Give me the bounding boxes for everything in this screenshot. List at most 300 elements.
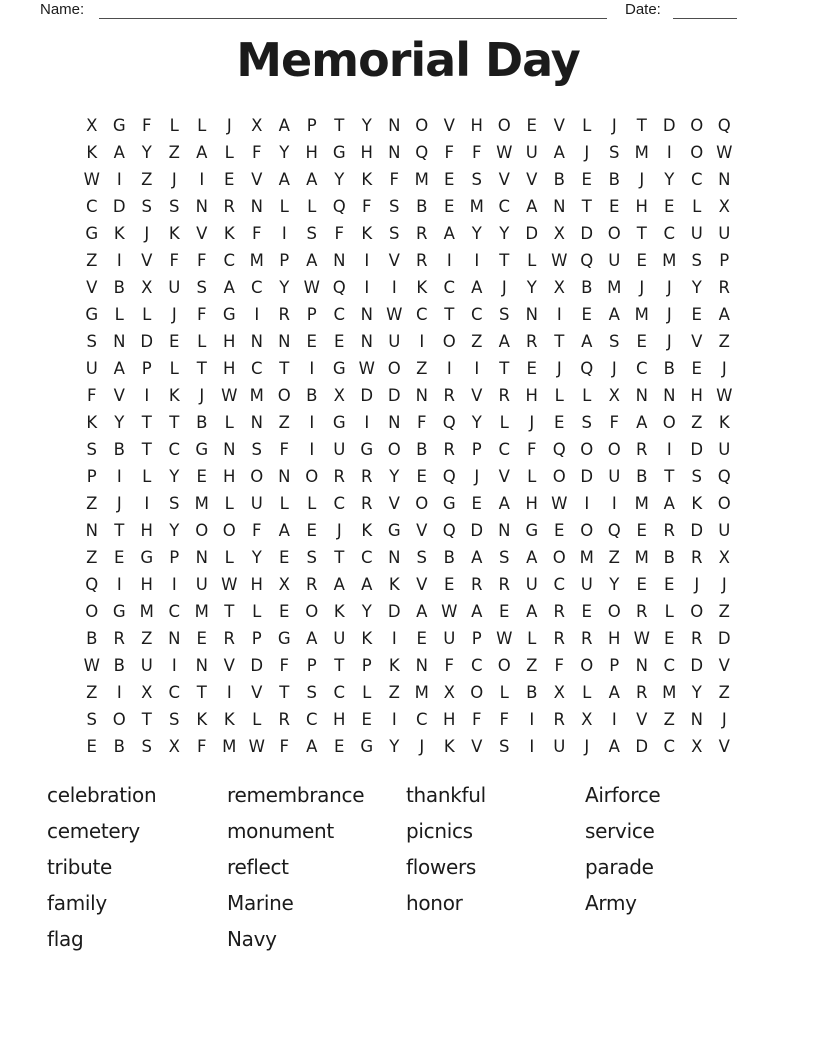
grid-cell: V (636, 710, 648, 729)
grid-cell: S (499, 548, 510, 567)
grid-cell: W (83, 656, 100, 675)
grid-cell: I (666, 143, 672, 162)
grid-cell: H (140, 575, 153, 594)
grid-cell: T (169, 413, 180, 432)
date-label: Date: (625, 1, 661, 18)
grid-cell: R (113, 629, 125, 648)
grid-cell: D (140, 332, 154, 351)
grid-cell: G (332, 413, 346, 432)
grid-cell: E (279, 548, 290, 567)
grid-cell: N (690, 710, 703, 729)
grid-cell: V (718, 737, 730, 756)
grid-cell: T (279, 683, 290, 702)
grid-cell: Q (580, 359, 594, 378)
grid-cell: I (116, 683, 122, 702)
grid-cell: T (581, 197, 592, 216)
grid-cell: I (364, 413, 370, 432)
grid-cell: J (336, 521, 342, 540)
grid-cell: S (86, 710, 97, 729)
grid-cell: N (635, 386, 648, 405)
grid-cell: T (499, 359, 510, 378)
grid-cell: E (691, 305, 702, 324)
grid-cell: L (224, 143, 234, 162)
grid-cell: F (499, 710, 509, 729)
grid-cell: K (443, 737, 455, 756)
grid-cell: S (389, 197, 400, 216)
date-blank-line (673, 18, 737, 19)
grid-cell: N (195, 548, 208, 567)
grid-cell: I (171, 575, 177, 594)
grid-cell: O (442, 332, 456, 351)
word-list-item: service (585, 819, 655, 843)
grid-cell: N (388, 413, 401, 432)
grid-cell: D (580, 467, 594, 486)
grid-cell: A (663, 494, 675, 513)
grid-cell: P (306, 116, 317, 135)
grid-cell: L (224, 548, 234, 567)
grid-cell: E (416, 467, 427, 486)
grid-cell: F (444, 143, 454, 162)
grid-cell: I (391, 278, 397, 297)
grid-cell: T (141, 440, 152, 459)
grid-cell: A (498, 332, 510, 351)
grid-cell: J (721, 575, 727, 594)
grid-cell: K (196, 710, 208, 729)
grid-cell: E (526, 359, 537, 378)
grid-cell: E (664, 197, 675, 216)
word-column (47, 777, 156, 957)
grid-cell: X (553, 278, 565, 297)
grid-cell: O (222, 521, 236, 540)
grid-cell: G (112, 116, 126, 135)
grid-cell: I (529, 737, 535, 756)
grid-cell: R (416, 224, 428, 243)
grid-cell: C (635, 359, 648, 378)
grid-cell: L (224, 413, 234, 432)
grid-cell: Y (691, 683, 702, 702)
letter-grid (78, 112, 738, 760)
grid-cell: J (611, 359, 617, 378)
grid-cell: V (113, 386, 125, 405)
grid-cell: O (690, 143, 704, 162)
grid-cell: Q (415, 143, 429, 162)
grid-cell: K (691, 494, 703, 513)
grid-cell: L (169, 116, 179, 135)
grid-cell: K (113, 224, 125, 243)
grid-cell: A (526, 548, 538, 567)
grid-cell: W (441, 602, 458, 621)
grid-cell: K (223, 224, 235, 243)
grid-cell: E (664, 629, 675, 648)
grid-cell: P (86, 467, 97, 486)
grid-cell: M (634, 143, 649, 162)
word-list-item: flag (47, 927, 84, 951)
word-list-item: cemetery (47, 819, 140, 843)
grid-cell: O (607, 602, 621, 621)
grid-cell: R (443, 386, 455, 405)
grid-cell: N (553, 197, 566, 216)
grid-cell: E (444, 197, 455, 216)
grid-cell: I (611, 494, 617, 513)
grid-cell: L (142, 305, 152, 324)
grid-cell: P (361, 656, 372, 675)
grid-cell: S (169, 197, 180, 216)
grid-cell: E (196, 629, 207, 648)
grid-cell: B (113, 440, 125, 459)
grid-cell: D (387, 386, 401, 405)
grid-cell: A (113, 143, 125, 162)
grid-cell: C (305, 710, 318, 729)
grid-cell: M (634, 305, 649, 324)
grid-cell: F (197, 305, 207, 324)
grid-cell: N (635, 656, 648, 675)
grid-cell: C (553, 575, 566, 594)
grid-cell: R (718, 278, 730, 297)
word-list-item: family (47, 891, 107, 915)
grid-cell: I (144, 494, 150, 513)
grid-cell: A (223, 278, 235, 297)
word-list-item: tribute (47, 855, 113, 879)
grid-cell: T (334, 548, 345, 567)
grid-cell: R (636, 440, 648, 459)
grid-cell: W (716, 386, 733, 405)
grid-cell: Y (389, 467, 400, 486)
grid-cell: S (169, 710, 180, 729)
grid-cell: O (607, 440, 621, 459)
grid-cell: A (608, 737, 620, 756)
grid-cell: H (223, 359, 236, 378)
grid-cell: E (609, 197, 620, 216)
grid-cell: M (662, 251, 677, 270)
word-list-item: Navy (227, 927, 277, 951)
grid-cell: E (581, 602, 592, 621)
grid-cell: E (664, 575, 675, 594)
grid-cell: J (501, 278, 507, 297)
grid-cell: K (388, 656, 400, 675)
grid-cell: O (662, 413, 676, 432)
grid-cell: K (86, 143, 98, 162)
grid-cell: A (306, 737, 318, 756)
grid-cell: K (361, 629, 373, 648)
grid-cell: Y (251, 548, 262, 567)
grid-cell: O (415, 494, 429, 513)
grid-cell: R (553, 629, 565, 648)
grid-cell: N (388, 143, 401, 162)
grid-cell: X (141, 278, 153, 297)
grid-cell: M (607, 278, 622, 297)
grid-cell: P (471, 629, 482, 648)
grid-cell: K (388, 575, 400, 594)
grid-cell: D (470, 521, 484, 540)
grid-cell: W (386, 305, 403, 324)
grid-cell: Z (86, 251, 98, 270)
grid-cell: C (470, 656, 483, 675)
grid-cell: W (358, 359, 375, 378)
grid-cell: P (306, 656, 317, 675)
grid-cell: R (553, 602, 565, 621)
grid-cell: F (279, 656, 289, 675)
grid-cell: R (361, 467, 373, 486)
grid-cell: A (278, 170, 290, 189)
grid-cell: H (140, 521, 153, 540)
word-list-item: thankful (406, 783, 486, 807)
grid-cell: K (168, 386, 180, 405)
grid-cell: L (252, 602, 262, 621)
grid-cell: I (116, 251, 122, 270)
grid-cell: L (362, 683, 372, 702)
grid-cell: Q (442, 413, 456, 432)
grid-cell: S (691, 251, 702, 270)
grid-cell: C (168, 683, 181, 702)
grid-cell: T (224, 602, 235, 621)
grid-cell: C (333, 305, 346, 324)
grid-cell: T (196, 359, 207, 378)
grid-cell: O (580, 440, 594, 459)
grid-cell: J (529, 413, 535, 432)
grid-cell: W (716, 143, 733, 162)
grid-cell: R (498, 386, 510, 405)
grid-cell: X (718, 197, 730, 216)
name-blank-line (99, 18, 607, 19)
grid-cell: O (552, 467, 566, 486)
grid-cell: Y (361, 116, 372, 135)
grid-cell: J (584, 143, 590, 162)
grid-cell: X (691, 737, 703, 756)
grid-cell: M (249, 251, 264, 270)
grid-cell: A (306, 251, 318, 270)
grid-cell: H (470, 116, 483, 135)
grid-cell: I (116, 467, 122, 486)
grid-cell: Y (279, 278, 290, 297)
word-column (227, 777, 364, 957)
grid-cell: U (388, 332, 401, 351)
grid-cell: N (195, 197, 208, 216)
grid-cell: Z (718, 602, 730, 621)
grid-cell: Y (499, 224, 510, 243)
grid-cell: R (333, 467, 345, 486)
grid-cell: V (526, 170, 538, 189)
grid-cell: X (553, 683, 565, 702)
grid-cell: X (581, 710, 593, 729)
grid-cell: O (580, 521, 594, 540)
grid-cell: Z (416, 359, 428, 378)
grid-cell: Y (169, 521, 180, 540)
grid-cell: W (303, 278, 320, 297)
grid-cell: P (471, 440, 482, 459)
grid-cell: J (639, 278, 645, 297)
grid-cell: Z (388, 683, 400, 702)
grid-cell: V (471, 737, 483, 756)
grid-cell: M (579, 548, 594, 567)
grid-cell: D (635, 737, 649, 756)
grid-cell: U (85, 359, 98, 378)
grid-cell: D (112, 197, 126, 216)
word-column (406, 777, 486, 921)
grid-cell: J (144, 224, 150, 243)
grid-cell: C (663, 224, 676, 243)
grid-cell: A (553, 143, 565, 162)
grid-cell: A (416, 602, 428, 621)
grid-cell: X (718, 548, 730, 567)
grid-cell: E (444, 170, 455, 189)
grid-cell: R (278, 710, 290, 729)
grid-cell: S (86, 440, 97, 459)
grid-cell: B (608, 170, 620, 189)
grid-cell: E (554, 413, 565, 432)
grid-cell: N (525, 305, 538, 324)
grid-cell: J (171, 305, 177, 324)
grid-cell: M (634, 548, 649, 567)
grid-cell: E (444, 575, 455, 594)
grid-cell: U (718, 224, 731, 243)
grid-cell: Y (334, 170, 345, 189)
grid-cell: P (609, 656, 620, 675)
grid-cell: J (171, 170, 177, 189)
grid-cell: I (419, 332, 425, 351)
grid-cell: C (498, 440, 511, 459)
grid-cell: A (636, 413, 648, 432)
grid-cell: K (416, 278, 428, 297)
grid-cell: O (305, 602, 319, 621)
grid-cell: T (114, 521, 125, 540)
grid-cell: J (226, 116, 232, 135)
grid-cell: Q (717, 116, 731, 135)
grid-cell: S (416, 548, 427, 567)
grid-cell: C (415, 305, 428, 324)
grid-cell: E (636, 575, 647, 594)
grid-cell: W (496, 143, 513, 162)
grid-cell: A (278, 116, 290, 135)
grid-cell: N (663, 386, 676, 405)
grid-cell: A (443, 224, 455, 243)
grid-cell: J (199, 386, 205, 405)
grid-cell: U (553, 737, 566, 756)
grid-cell: H (443, 710, 456, 729)
grid-cell: M (249, 386, 264, 405)
grid-cell: X (608, 386, 620, 405)
grid-cell: C (168, 602, 181, 621)
grid-cell: Y (526, 278, 537, 297)
grid-cell: L (197, 116, 207, 135)
grid-cell: H (360, 143, 373, 162)
grid-cell: N (250, 332, 263, 351)
grid-cell: J (666, 332, 672, 351)
grid-cell: I (611, 710, 617, 729)
grid-cell: T (334, 656, 345, 675)
grid-cell: A (306, 170, 318, 189)
grid-cell: N (360, 332, 373, 351)
grid-cell: Q (607, 521, 621, 540)
grid-cell: B (663, 548, 675, 567)
grid-cell: R (636, 602, 648, 621)
grid-cell: S (141, 197, 152, 216)
grid-cell: G (112, 602, 126, 621)
grid-cell: O (717, 494, 731, 513)
grid-cell: G (85, 224, 99, 243)
grid-cell: G (387, 521, 401, 540)
grid-cell: M (194, 494, 209, 513)
grid-cell: Z (608, 548, 620, 567)
grid-cell: I (226, 683, 232, 702)
grid-cell: U (195, 575, 208, 594)
grid-cell: C (498, 197, 511, 216)
grid-cell: L (499, 413, 509, 432)
grid-cell: Y (691, 278, 702, 297)
grid-cell: G (525, 521, 539, 540)
grid-cell: Z (471, 332, 483, 351)
grid-cell: G (140, 548, 154, 567)
grid-cell: V (498, 467, 510, 486)
grid-cell: Y (114, 413, 125, 432)
grid-cell: U (168, 278, 181, 297)
grid-cell: D (662, 116, 676, 135)
grid-cell: L (582, 386, 592, 405)
grid-cell: R (306, 575, 318, 594)
grid-cell: Z (278, 413, 290, 432)
grid-cell: I (116, 170, 122, 189)
grid-cell: J (694, 575, 700, 594)
grid-cell: Q (717, 467, 731, 486)
grid-cell: U (140, 656, 153, 675)
grid-cell: F (169, 251, 179, 270)
grid-cell: S (169, 494, 180, 513)
grid-cell: B (526, 683, 538, 702)
grid-cell: O (387, 440, 401, 459)
grid-cell: E (306, 521, 317, 540)
grid-cell: U (718, 521, 731, 540)
grid-cell: E (554, 521, 565, 540)
grid-cell: R (361, 494, 373, 513)
grid-cell: N (360, 305, 373, 324)
grid-cell: R (223, 197, 235, 216)
grid-cell: N (278, 332, 291, 351)
grid-cell: G (195, 440, 209, 459)
grid-cell: I (391, 629, 397, 648)
grid-cell: A (113, 359, 125, 378)
grid-cell: H (690, 386, 703, 405)
grid-cell: H (525, 386, 538, 405)
grid-cell: V (141, 251, 153, 270)
grid-cell: C (443, 278, 456, 297)
grid-cell: I (666, 440, 672, 459)
grid-cell: P (251, 629, 262, 648)
grid-cell: I (309, 359, 315, 378)
name-label: Name: (40, 1, 85, 18)
grid-cell: F (389, 170, 399, 189)
grid-cell: N (333, 251, 346, 270)
grid-cell: Y (471, 413, 482, 432)
word-list-item: flowers (406, 855, 477, 879)
grid-cell: L (664, 602, 674, 621)
grid-cell: T (141, 710, 152, 729)
grid-cell: E (416, 629, 427, 648)
grid-cell: S (86, 332, 97, 351)
grid-cell: S (141, 737, 152, 756)
word-list-item: celebration (47, 783, 157, 807)
grid-cell: J (721, 710, 727, 729)
grid-cell: K (223, 710, 235, 729)
grid-cell: I (446, 251, 452, 270)
grid-cell: D (690, 656, 704, 675)
grid-cell: E (691, 359, 702, 378)
grid-cell: L (582, 683, 592, 702)
grid-cell: A (196, 143, 208, 162)
grid-cell: L (582, 116, 592, 135)
grid-cell: E (334, 737, 345, 756)
grid-cell: U (525, 575, 538, 594)
grid-cell: R (663, 521, 675, 540)
grid-cell: B (416, 197, 428, 216)
